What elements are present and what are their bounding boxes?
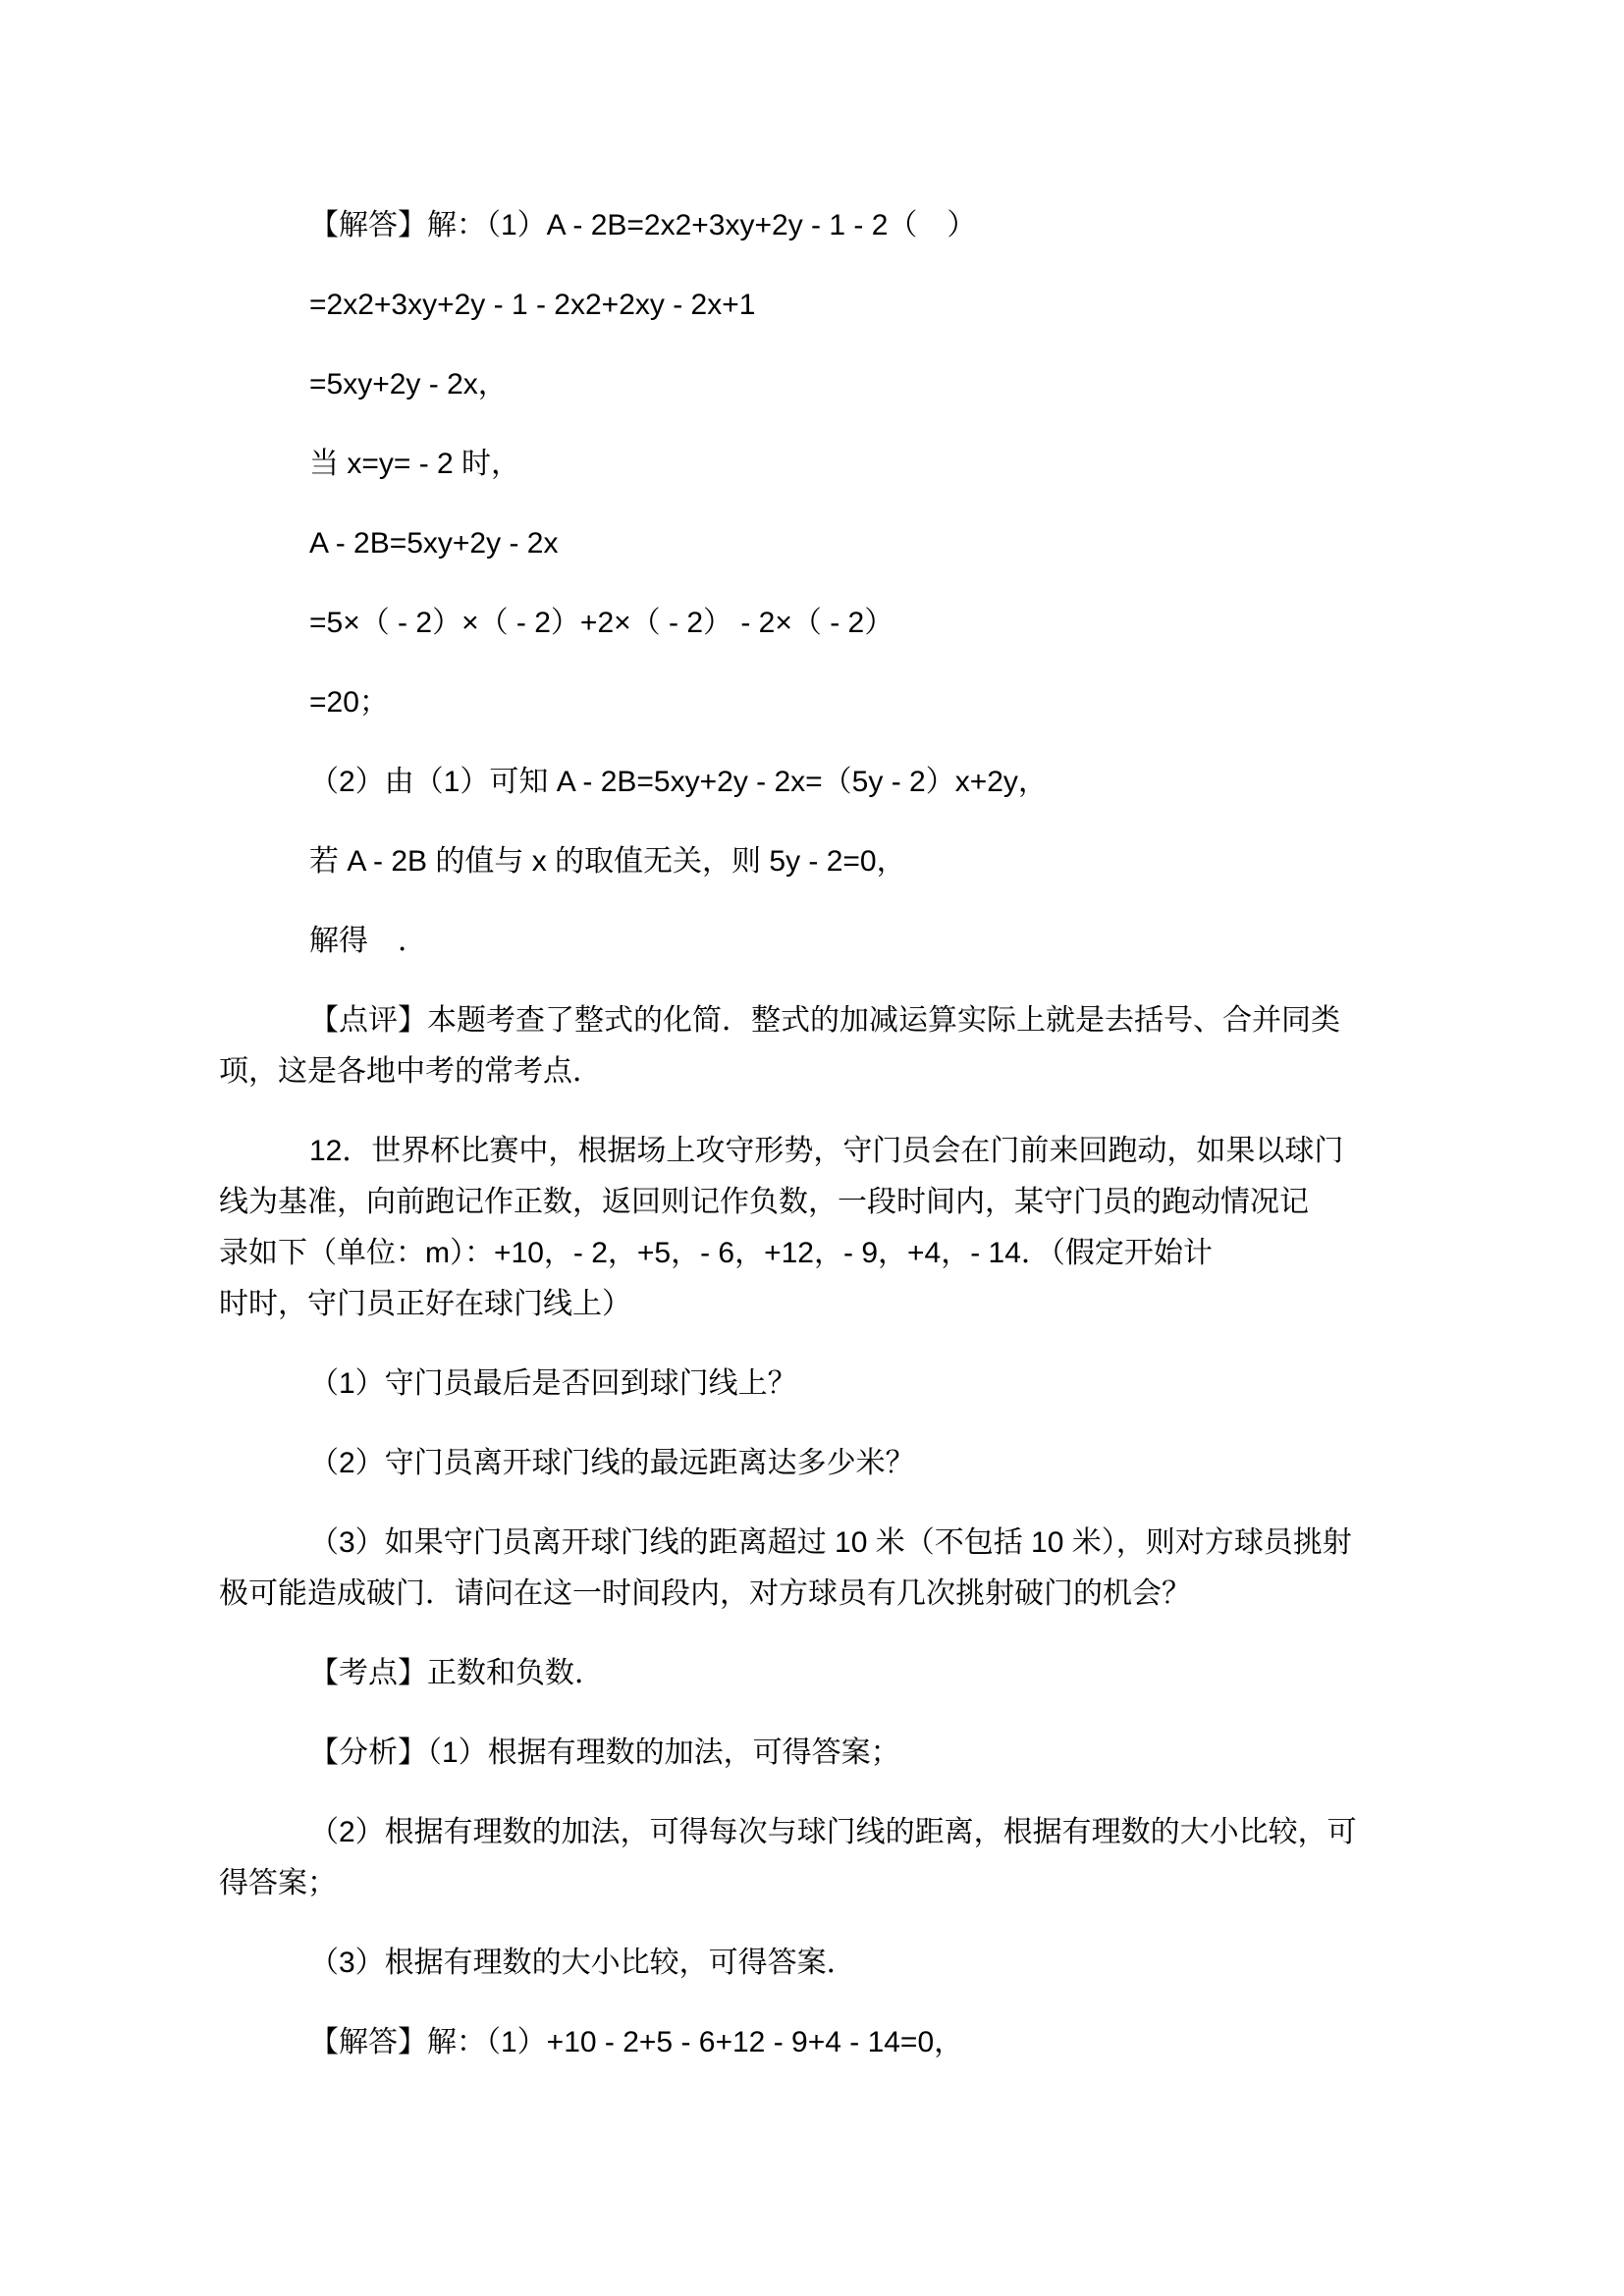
question-12-wrap: 录如下（单位：m）：+10，- 2，+5，- 6，+12，- 9，+4，- 14．（假定开始计 xyxy=(219,1237,1213,1269)
solution-part2-line: 若 A - 2B 的值与 x 的取值无关，则 5y - 2=0， xyxy=(309,845,906,878)
exam-point-line: 【考点】正数和负数． xyxy=(309,1657,604,1689)
solution-result-line: 解得 ． xyxy=(309,925,427,957)
question-12-wrap: 时时，守门员正好在球门线上） xyxy=(219,1288,631,1320)
comment-line: 【点评】本题考查了整式的化简．整式的加减运算实际上就是去括号、合并同类 xyxy=(309,1004,1340,1037)
analysis-line: 【分析】（1）根据有理数的加法，可得答案； xyxy=(309,1736,900,1769)
solution-part2-line: （2）由（1）可知 A - 2B=5xy+2y - 2x=（5y - 2）x+2y， xyxy=(309,766,1048,798)
equation-line: =20； xyxy=(309,686,389,719)
equation-line: =5xy+2y - 2x， xyxy=(309,368,508,400)
analysis-line: （2）根据有理数的加法，可得每次与球门线的距离，根据有理数的大小比较，可 xyxy=(309,1816,1357,1848)
sub-question-1: （1）守门员最后是否回到球门线上？ xyxy=(309,1367,797,1400)
sub-question-3-wrap: 极可能造成破门．请问在这一时间段内，对方球员有几次挑射破门的机会？ xyxy=(219,1577,1191,1610)
solution-line: 【解答】解：（1）A - 2B=2x2+3xy+2y - 1 - 2（ ） xyxy=(309,209,977,241)
equation-line: A - 2B=5xy+2y - 2x xyxy=(309,527,559,560)
question-12-wrap: 线为基准，向前跑记作正数，返回则记作负数，一段时间内，某守门员的跑动情况记 xyxy=(219,1186,1309,1218)
equation-line: =2x2+3xy+2y - 1 - 2x2+2xy - 2x+1 xyxy=(309,289,756,321)
answer-line: 【解答】解：（1）+10 - 2+5 - 6+12 - 9+4 - 14=0， xyxy=(309,2026,964,2058)
comment-line-wrap: 项，这是各地中考的常考点． xyxy=(219,1055,602,1088)
sub-question-2: （2）守门员离开球门线的最远距离达多少米？ xyxy=(309,1447,915,1479)
equation-line: 当 x=y= - 2 时， xyxy=(309,448,521,480)
sub-question-3: （3）如果守门员离开球门线的距离超过 10 米（不包括 10 米），则对方球员挑射 xyxy=(309,1526,1352,1559)
analysis-line-wrap: 得答案； xyxy=(219,1867,337,1899)
question-12-line: 12．世界杯比赛中，根据场上攻守形势，守门员会在门前来回跑动，如果以球门 xyxy=(309,1135,1344,1167)
analysis-line: （3）根据有理数的大小比较，可得答案． xyxy=(309,1947,856,1979)
equation-line: =5×（ - 2）×（ - 2）+2×（ - 2） - 2×（ - 2） xyxy=(309,607,894,639)
